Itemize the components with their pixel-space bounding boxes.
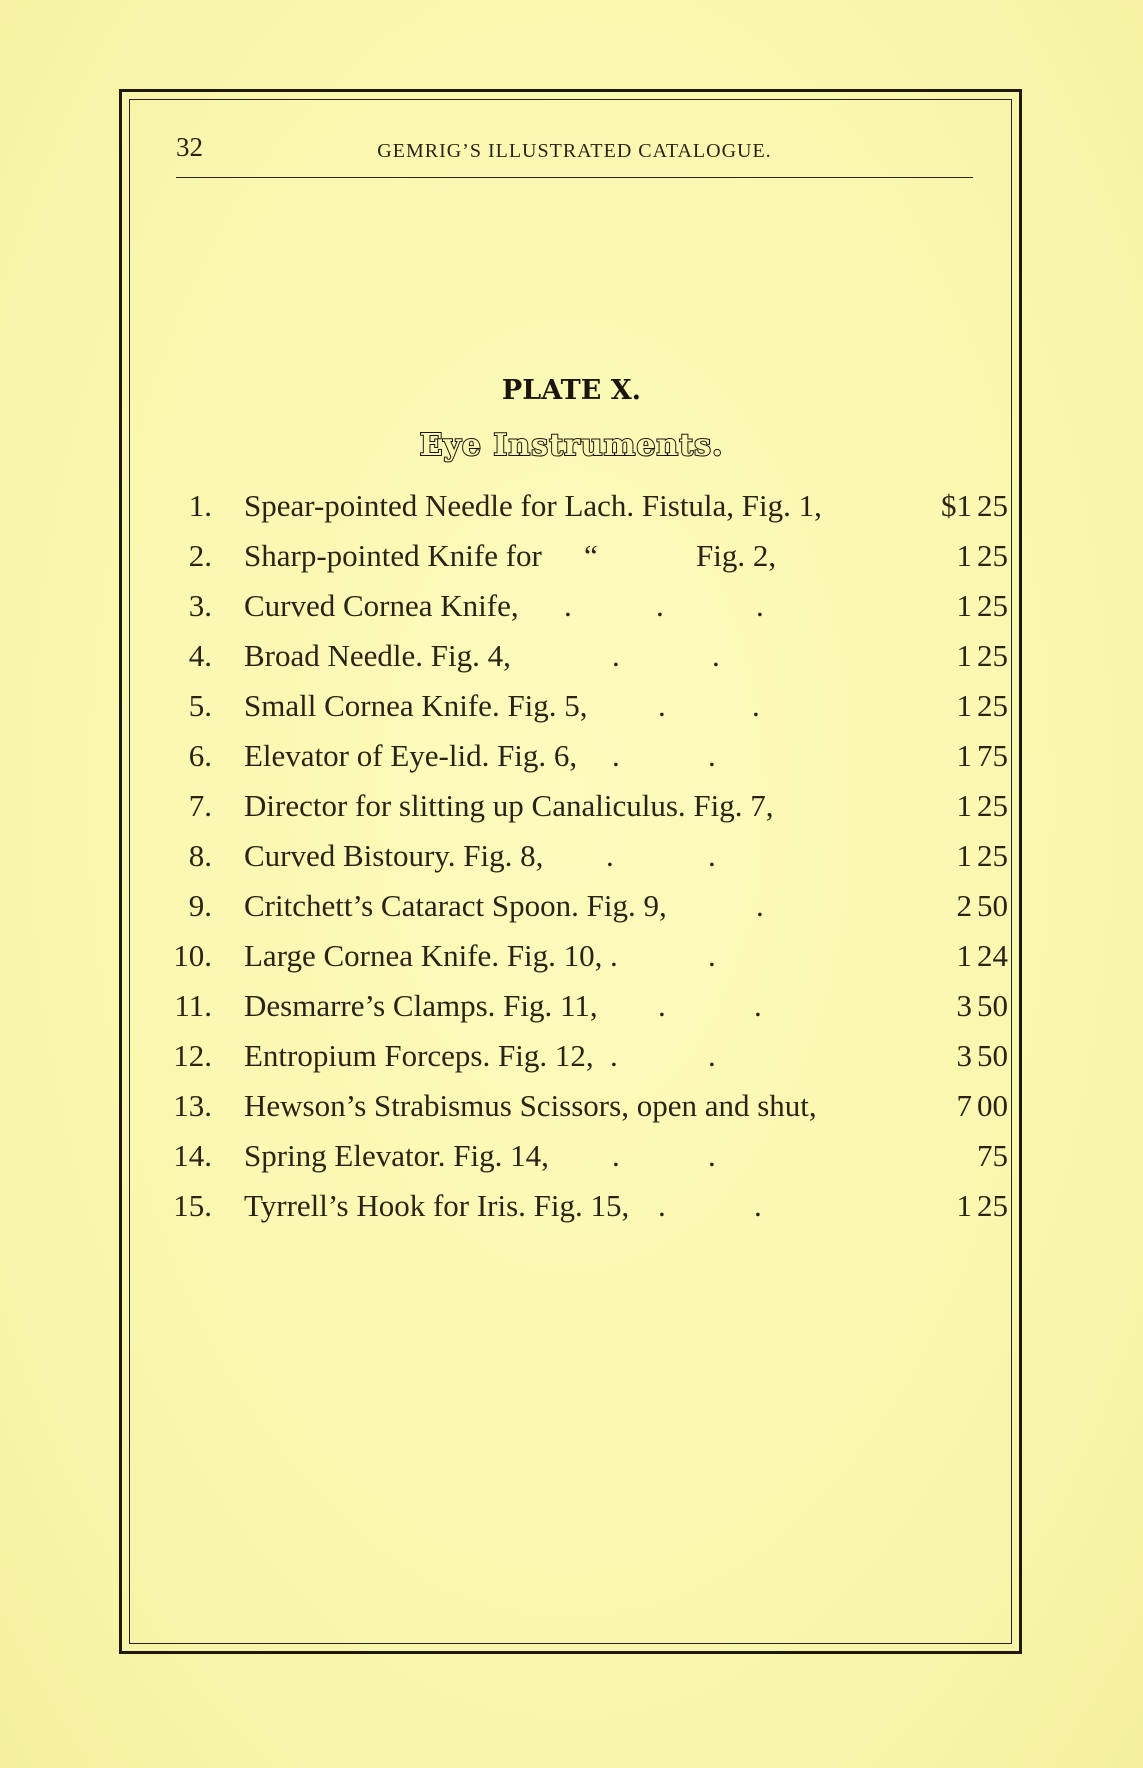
item-description: Elevator of Eye-lid. Fig. 6, (244, 738, 578, 773)
list-item (160, 1188, 1008, 1238)
item-description: Entropium Forceps. Fig. 12, (244, 1038, 594, 1073)
list-item (160, 588, 1008, 638)
leader-dot: . (564, 588, 572, 623)
leader-dot: . (756, 588, 764, 623)
list-item (160, 1088, 1008, 1138)
item-price-dollars: 1 (956, 1188, 972, 1223)
list-item (160, 738, 1008, 788)
item-number: 8. (188, 838, 212, 873)
item-price-dollars: 1 (956, 738, 972, 773)
item-price-cents: 25 (977, 788, 1008, 823)
leader-dot: . (656, 588, 664, 623)
item-price-cents: 50 (977, 988, 1008, 1023)
item-price-cents: 50 (977, 1038, 1008, 1073)
item-description: Hewson’s Strabismus Scissors, open and shut, (244, 1088, 817, 1123)
item-price-cents: 25 (977, 838, 1008, 873)
leader-dot: . (612, 638, 620, 673)
list-item (160, 638, 1008, 688)
leader-dot: . (658, 1188, 666, 1223)
list-item (160, 938, 1008, 988)
item-price-cents: 25 (977, 1188, 1008, 1223)
leader-dot: . (606, 838, 614, 873)
item-price-cents: 75 (977, 738, 1008, 773)
item-number: 6. (188, 738, 212, 773)
item-number: 11. (174, 988, 212, 1023)
leader-dot: . (708, 738, 716, 773)
item-number: 1. (188, 488, 212, 523)
item-description: Spear-pointed Needle for Lach. Fistula, Fig. 1, (244, 488, 822, 523)
leader-dot: . (708, 838, 716, 873)
item-number: 13. (173, 1088, 212, 1123)
item-description: Large Cornea Knife. Fig. 10, (244, 938, 603, 973)
item-price-cents: 25 (977, 488, 1008, 523)
item-price-cents: 25 (977, 638, 1008, 673)
item-price-cents: 75 (977, 1138, 1008, 1173)
running-title: GEMRIG’S ILLUSTRATED CATALOGUE. (377, 140, 772, 162)
leader-dot: . (610, 1038, 618, 1073)
leader-dot: . (752, 688, 760, 723)
item-description: Spring Elevator. Fig. 14, (244, 1138, 549, 1173)
page-number: 32 (176, 132, 203, 162)
leader-dot: . (658, 688, 666, 723)
ditto-mark: “ (584, 538, 598, 573)
item-description: Sharp-pointed Knife for (244, 538, 542, 573)
item-price-cents: 25 (977, 588, 1008, 623)
item-price-cents: 00 (977, 1088, 1008, 1123)
leader-dot: . (708, 938, 716, 973)
item-price-dollars: 1 (956, 638, 972, 673)
leader-dot: . (658, 988, 666, 1023)
item-price-dollars: 3 (956, 988, 972, 1023)
item-price-dollars: 1 (956, 838, 972, 873)
list-item (160, 1138, 1008, 1188)
item-price-dollars: 7 (956, 1088, 972, 1123)
leader-dot: . (712, 638, 720, 673)
item-description: Curved Cornea Knife, (244, 588, 519, 623)
item-description: Desmarre’s Clamps. Fig. 11, (244, 988, 598, 1023)
list-item (160, 888, 1008, 938)
list-item (160, 788, 1008, 838)
running-head (176, 128, 973, 178)
item-description: Broad Needle. Fig. 4, (244, 638, 511, 673)
list-item (160, 838, 1008, 888)
leader-dot: . (754, 988, 762, 1023)
item-description: Small Cornea Knife. Fig. 5, (244, 688, 588, 723)
item-price-cents: 24 (977, 938, 1008, 973)
leader-dot: . (708, 1138, 716, 1173)
leader-dot: . (612, 1138, 620, 1173)
item-description: Tyrrell’s Hook for Iris. Fig. 15, (244, 1188, 630, 1223)
item-description: Director for slitting up Canaliculus. Fig. 7, (244, 788, 774, 823)
item-price-dollars: 1 (956, 538, 972, 573)
plate-title: PLATE X. (501, 375, 642, 406)
item-price-dollars: 2 (956, 888, 972, 923)
leader-dot: . (610, 938, 618, 973)
leader-dot: . (708, 1038, 716, 1073)
section-title: Eye Instruments. (419, 428, 724, 463)
item-number: 4. (188, 638, 212, 673)
list-item (160, 488, 1008, 538)
item-price-dollars: 1 (956, 788, 972, 823)
leader-dot: . (612, 738, 620, 773)
item-description: Curved Bistoury. Fig. 8, (244, 838, 544, 873)
list-item (160, 988, 1008, 1038)
item-number: 2. (188, 538, 212, 573)
item-price-cents: 25 (977, 538, 1008, 573)
item-number: 14. (173, 1138, 212, 1173)
item-number: 12. (173, 1038, 212, 1073)
item-number: 7. (188, 788, 212, 823)
item-description: Critchett’s Cataract Spoon. Fig. 9, (244, 888, 667, 923)
item-price-dollars: 1 (956, 688, 972, 723)
list-item (160, 538, 1008, 588)
item-number: 9. (188, 888, 212, 923)
item-price-cents: 50 (977, 888, 1008, 923)
item-price-cents: 25 (977, 688, 1008, 723)
item-price-dollars: $1 (941, 488, 972, 523)
leader-dot: . (754, 1188, 762, 1223)
list-item (160, 688, 1008, 738)
item-number: 3. (188, 588, 212, 623)
instrument-list (160, 488, 1008, 1238)
item-number: 5. (188, 688, 212, 723)
leader-dot: . (756, 888, 764, 923)
item-figure-ref: Fig. 2, (696, 538, 777, 573)
item-price-dollars: 1 (956, 588, 972, 623)
list-item (160, 1038, 1008, 1088)
item-price-dollars: 1 (956, 938, 972, 973)
item-number: 15. (173, 1188, 212, 1223)
item-price-dollars: 3 (956, 1038, 972, 1073)
item-number: 10. (173, 938, 212, 973)
